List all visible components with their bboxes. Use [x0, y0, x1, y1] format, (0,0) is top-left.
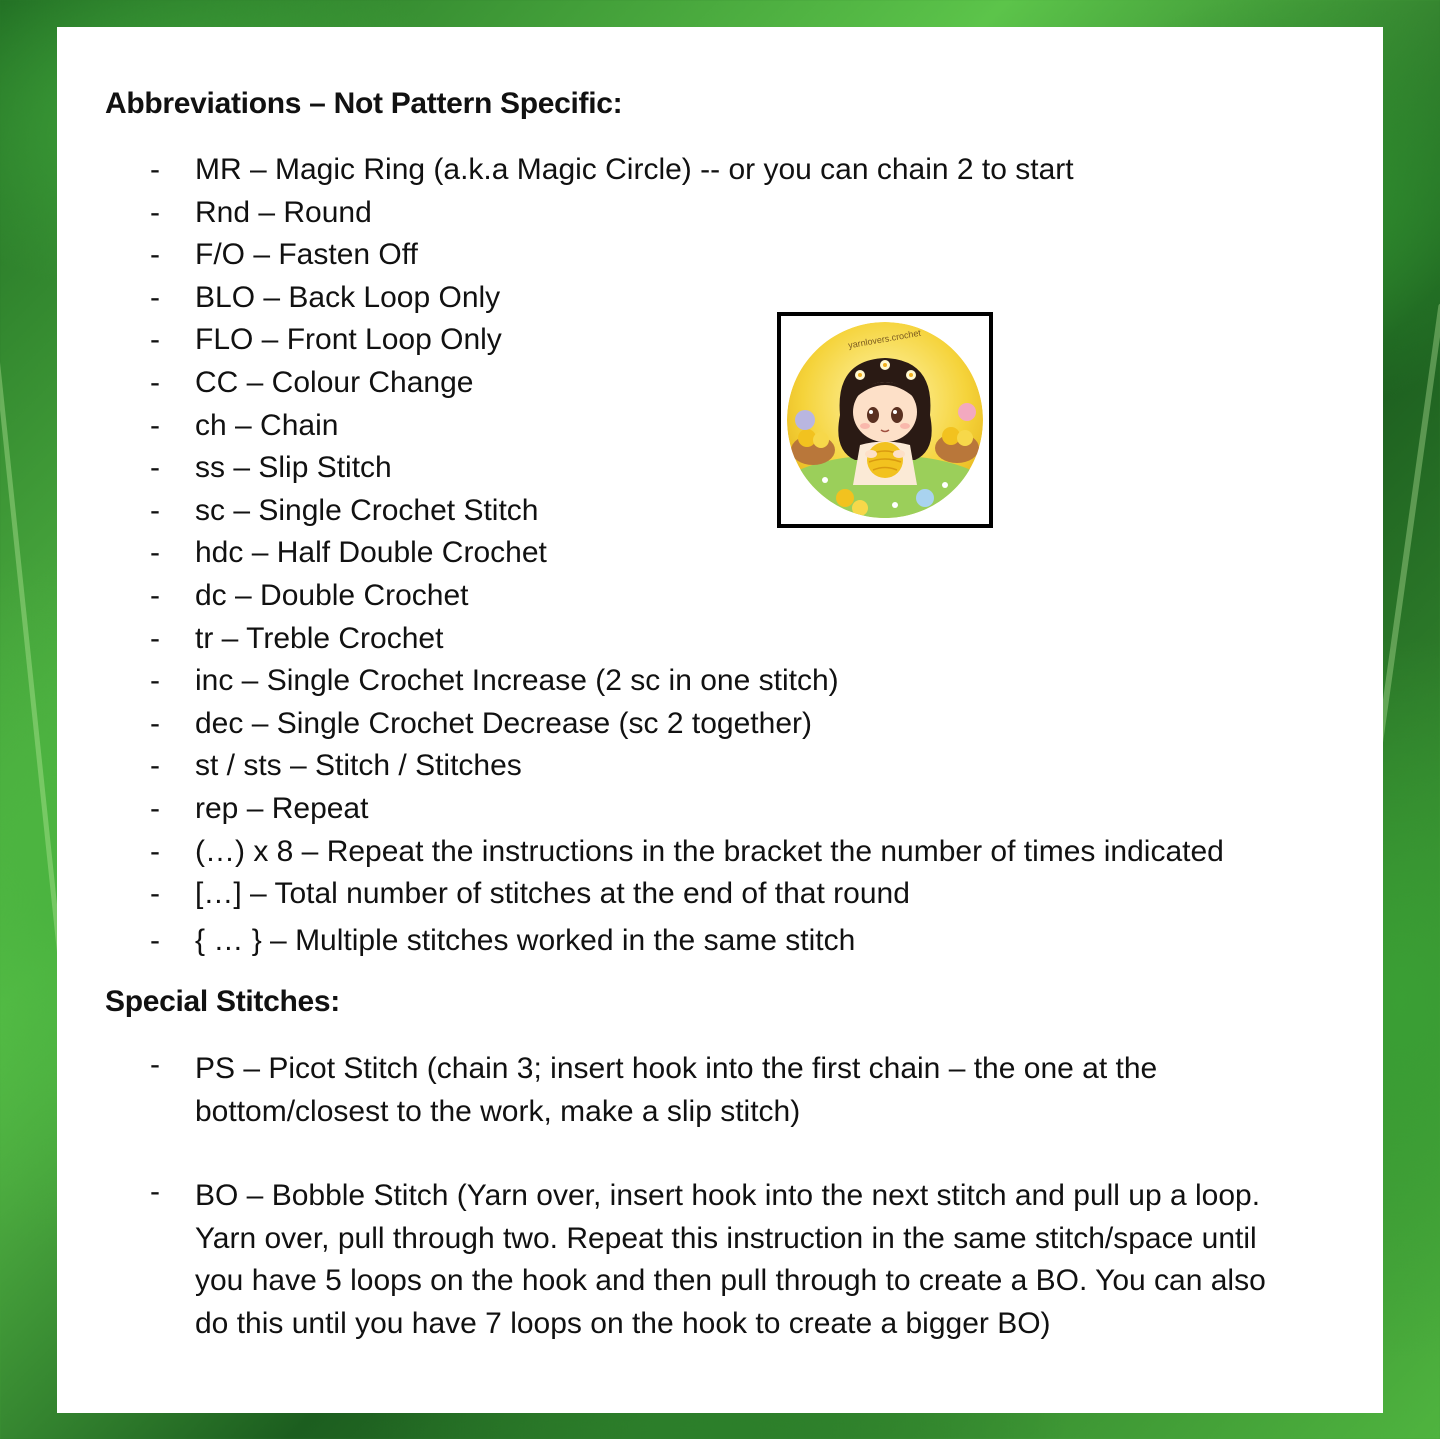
- abbreviation-item: MR – Magic Ring (a.k.a Magic Circle) -- or you can chain 2 to start: [195, 153, 1074, 186]
- bullet-dash: -: [150, 493, 160, 527]
- abbreviations-heading: Abbreviations – Not Pattern Specific:: [105, 87, 623, 120]
- abbreviation-item: inc – Single Crochet Increase (2 sc in one stitch): [195, 664, 839, 698]
- bullet-dash: -: [150, 834, 160, 868]
- special-stitch-ps: [195, 1048, 1157, 1133]
- special-stitch-line: you have 5 loops on the hook and then pull through to create a BO. You can also: [195, 1264, 1266, 1297]
- abbreviation-item: FLO – Front Loop Only: [195, 323, 502, 357]
- bullet-dash: -: [150, 153, 160, 186]
- special-stitch-line: do this until you have 7 loops on the hook to create a bigger BO): [195, 1306, 1051, 1340]
- bullet-dash: -: [150, 536, 160, 570]
- special-stitch-line: Yarn over, pull through two. Repeat this instruction in the same stitch/space until: [195, 1221, 1257, 1255]
- bullet-dash: -: [150, 664, 160, 698]
- logo-illustration: [785, 320, 985, 520]
- abbreviation-item: ss – Slip Stitch: [195, 451, 392, 485]
- crochet-girl-logo: [777, 312, 993, 528]
- logo-text: yarnlovers.crochet: [847, 327, 922, 351]
- bullet-dash: -: [150, 451, 160, 485]
- document-page: [57, 27, 1383, 1413]
- bullet-dash: -: [150, 323, 160, 357]
- bullet-dash: -: [150, 792, 160, 825]
- bullet-dash: -: [150, 195, 160, 229]
- bullet-dash: -: [150, 1048, 160, 1081]
- bullet-dash: -: [150, 238, 160, 272]
- bullet-dash: -: [150, 706, 160, 740]
- abbreviation-item: rep – Repeat: [195, 792, 369, 825]
- special-stitch-bo: [195, 1175, 1266, 1345]
- special-stitch-line: BO – Bobble Stitch (Yarn over, insert hook into the next stitch and pull up a loop.: [195, 1179, 1261, 1212]
- abbreviation-item: BLO – Back Loop Only: [195, 280, 501, 314]
- abbreviation-item: F/O – Fasten Off: [195, 238, 418, 272]
- bullet-dash: -: [150, 877, 160, 911]
- special-stitch-line: bottom/closest to the work, make a slip stitch): [195, 1094, 801, 1128]
- abbreviation-item: dc – Double Crochet: [195, 579, 469, 612]
- abbreviation-item: (…) x 8 – Repeat the instructions in the bracket the number of times indicated: [195, 834, 1224, 868]
- bullet-dash: -: [150, 280, 160, 314]
- abbreviation-item: tr – Treble Crochet: [195, 621, 444, 655]
- abbreviation-item: CC – Colour Change: [195, 366, 474, 399]
- abbreviation-item: hdc – Half Double Crochet: [195, 536, 547, 570]
- abbreviation-item: Rnd – Round: [195, 195, 372, 229]
- abbreviation-item: sc – Single Crochet Stitch: [195, 493, 539, 527]
- special-stitch-line: PS – Picot Stitch (chain 3; insert hook into the first chain – the one at the: [195, 1052, 1158, 1085]
- abbreviation-item: ch – Chain: [195, 408, 339, 442]
- special-stitches-heading: Special Stitches:: [105, 985, 340, 1018]
- abbreviation-item: dec – Single Crochet Decrease (sc 2 together): [195, 706, 812, 740]
- bullet-dash: -: [150, 621, 160, 655]
- bullet-dash: -: [150, 408, 160, 442]
- bullet-dash: -: [150, 1175, 160, 1208]
- bullet-dash: -: [150, 366, 160, 399]
- bullet-dash: -: [150, 923, 160, 957]
- bullet-dash: -: [150, 579, 160, 612]
- abbreviation-item: { … } – Multiple stitches worked in the same stitch: [195, 923, 856, 957]
- bullet-dash: -: [150, 749, 160, 783]
- abbreviation-item: st / sts – Stitch / Stitches: [195, 749, 522, 783]
- abbreviation-item: […] – Total number of stitches at the end of that round: [195, 877, 910, 911]
